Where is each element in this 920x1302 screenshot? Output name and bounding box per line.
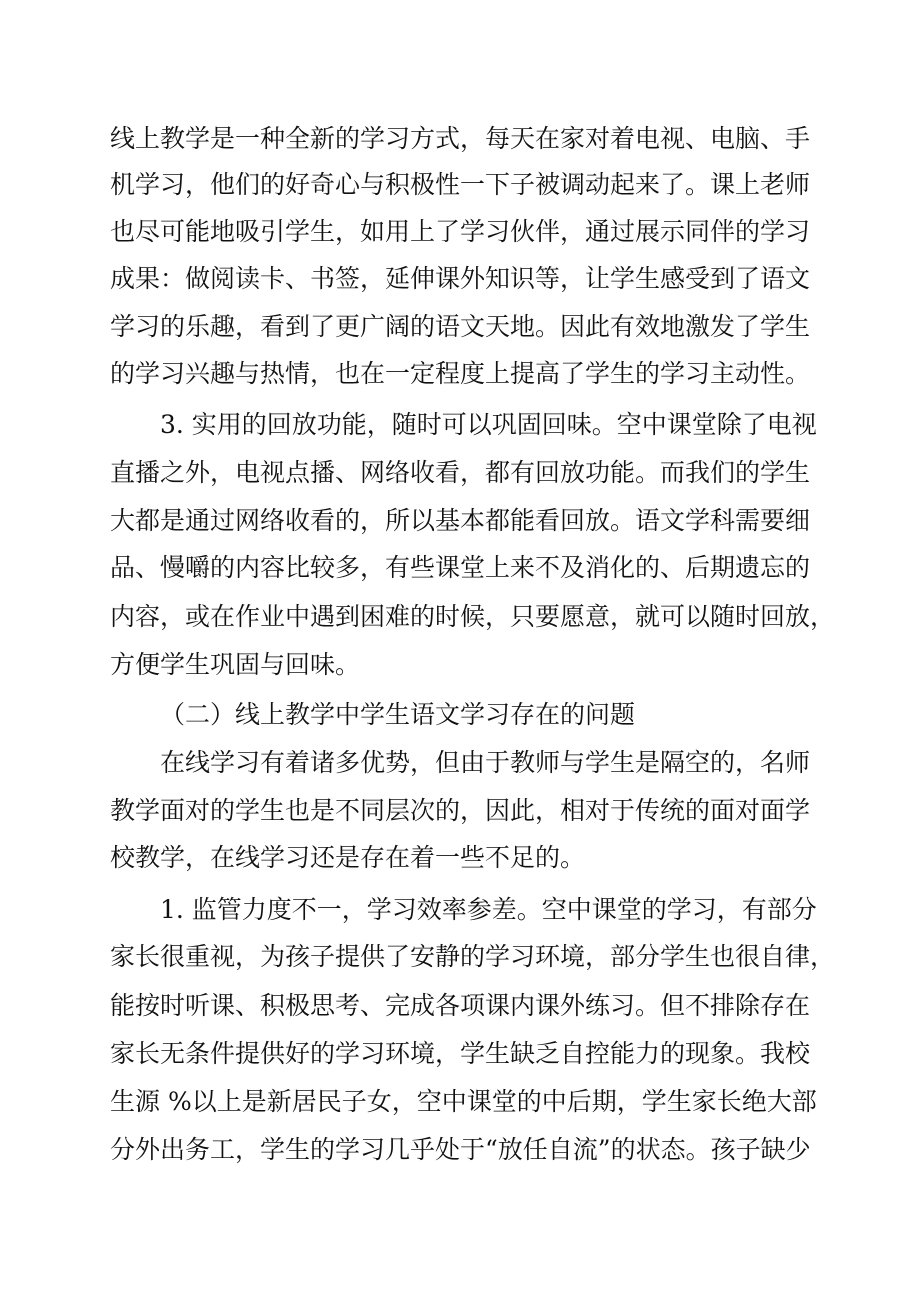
text-line: 直播之外，电视点播、网络收看，都有回放功能。而我们的学生 (110, 458, 811, 487)
text-line: 品、慢嚼的内容比较多，有些课堂上来不及消化的、后期遗忘的 (110, 553, 811, 582)
text-line: 也尽可能地吸引学生，如用上了学习伙伴，通过展示同伴的学习 (110, 217, 811, 246)
text-line: 1. 监管力度不一，学习效率参差。空中课堂的学习，有部分 (160, 895, 817, 924)
section-heading: （二）线上教学中学生语文学习存在的问题 (160, 700, 636, 729)
text-line: 校教学，在线学习还是存在着一些不足的。 (110, 843, 586, 872)
text-line: 分外出务工，学生的学习几乎处于“放任自流”的状态。孩子缺少 (110, 1135, 811, 1164)
text-line: 在线学习有着诸多优势，但由于教师与学生是隔空的，名师 (160, 748, 811, 777)
text-line: 成果：做阅读卡、书签，延伸课外知识等，让学生感受到了语文 (110, 264, 811, 293)
text-line: 能按时听课、积极思考、完成各项课内课外练习。但不排除存在 (110, 991, 811, 1020)
text-line: 大都是通过网络收看的，所以基本都能看回放。语文学科需要细 (110, 506, 811, 535)
text-line: 教学面对的学生也是不同层次的，因此，相对于传统的面对面学 (110, 796, 811, 825)
text-line: 学习的乐趣，看到了更广阔的语文天地。因此有效地激发了学生 (110, 312, 811, 341)
text-line: 家长很重视，为孩子提供了安静的学习环境，部分学生也很自律， (110, 942, 836, 971)
text-line: 的学习兴趣与热情，也在一定程度上提高了学生的学习主动性。 (110, 359, 811, 388)
text-line: 3. 实用的回放功能，随时可以巩固回味。空中课堂除了电视 (160, 410, 817, 439)
text-line: 生源 %以上是新居民子女，空中课堂的中后期，学生家长绝大部 (110, 1087, 817, 1116)
text-line: 机学习，他们的好奇心与积极性一下子被调动起来了。课上老师 (110, 170, 811, 199)
text-line: 方便学生巩固与回味。 (110, 650, 361, 679)
text-line: 内容，或在作业中遇到困难的时候，只要愿意，就可以随时回放， (110, 602, 836, 631)
text-line: 线上教学是一种全新的学习方式，每天在家对着电视、电脑、手 (110, 124, 811, 153)
text-line: 家长无条件提供好的学习环境，学生缺乏自控能力的现象。我校 (110, 1039, 811, 1068)
